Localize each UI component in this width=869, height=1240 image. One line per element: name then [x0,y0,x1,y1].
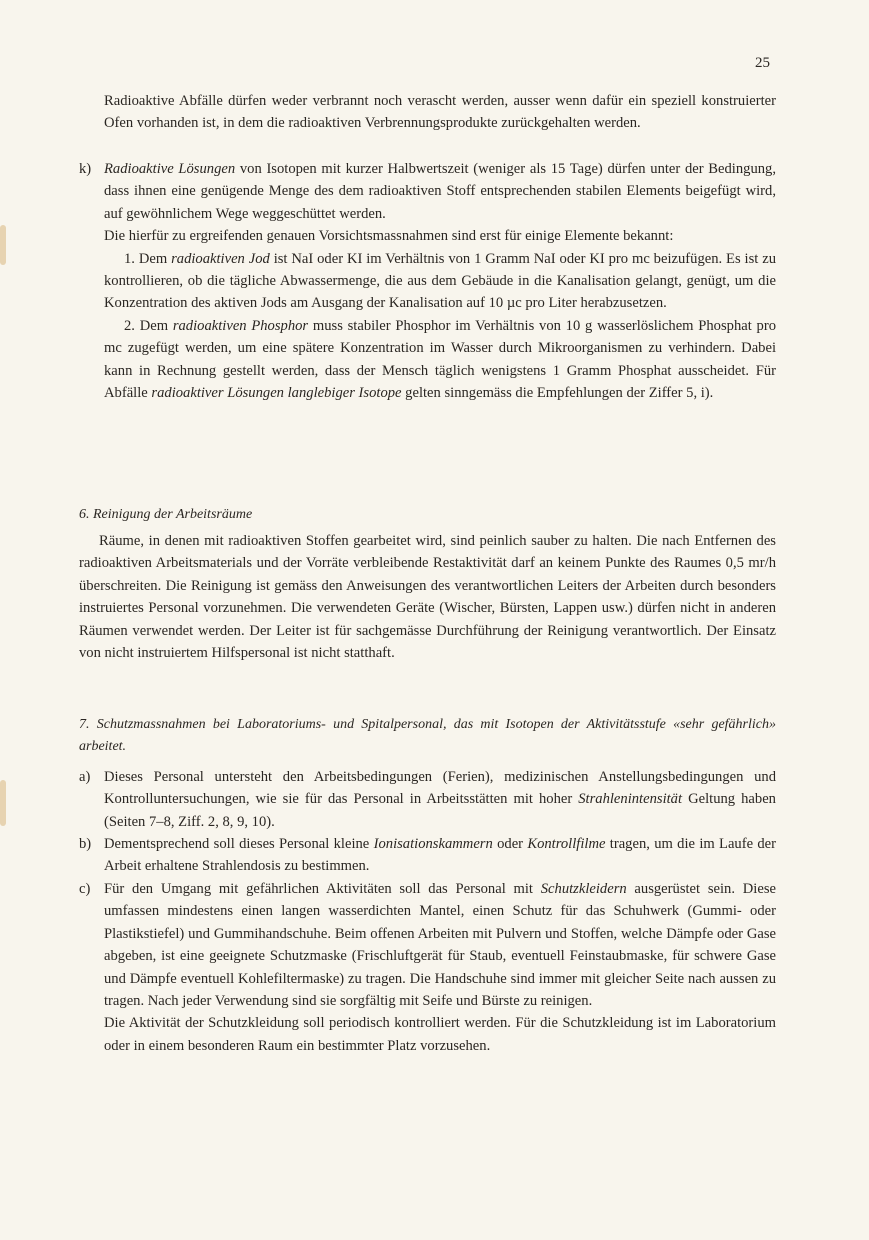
section-7-heading: 7. Schutzmassnahmen bei Laboratoriums- und Spitalpersonal, das mit Isotopen der Aktivitätsstufe «sehr gefährlich» arbeitet. [79,717,776,755]
scan-mark-top [0,225,6,265]
item-c-term: Schutzkleidern [540,881,627,897]
item-c-3: ausgerüstet sein. Diese umfassen mindestens einen langen wasserdichten Mantel, einen Schutz für das Schuhwerk (Gummi- oder Plastikstiefel) und Gummihandschuhe. Beim offenen Arbeiten mit Pulvern und Stoffen, welche Dämpfe oder Gase abgeben, ist eine geeignete Schutzmaske (Frischluftgerät für Staub, eventuell Feinstaubmaske, für schwere Gase und Dämpfe eventuell Kohlefiltermaske) zu tragen. Die Handschuhe sind immer mit gleicher Seite nach aussen zu tragen. Nach jeder Verwendung sind sie sorgfältig mit Seife und Bürste zu reinigen. [104,881,776,1010]
item-b-5: tragen, um die im Laufe der Arbeit erhaltene Strahlendosis zu bestimmen. [104,836,777,875]
item-k-term: Radioaktive Lösungen [104,161,236,177]
item-k-body: von Isotopen mit kurzer Halbwertszeit (weniger als 15 Tage) dürfen unter der Bedingung, dass ihnen eine genügende Menge des dem radioaktiven Stoff entsprechenden stabilen Elements beigefügt wird, auf gewöhnlichem Wege weggeschüttet werden. [104,161,776,222]
item-k-text [104,158,776,225]
item-k-1-term: radioaktiven Jod [171,250,270,267]
item-k-2-term: radioaktiven Phosphor [172,317,309,334]
item-k-2-a: 2. Dem [124,317,173,334]
item-a-1: Dieses Personal untersteht den Arbeitsbedingungen (Ferien), medizinischen Anstellungsbedingungen und Kontrolluntersuchungen, wie sie für das Personal in Arbeitsstätten mit hoher [104,769,776,808]
item-c-label: c) [79,881,91,897]
item-c-note: Die Aktivität der Schutzkleidung soll periodisch kontrolliert werden. Für die Schutzkleidung ist im Laboratorium oder in einem besonderen Raum ein bestimmter Platz vorzusehen. [104,1015,776,1054]
scan-mark-bottom [0,780,6,826]
item-c-1: Für den Umgang mit gefährlichen Aktivitäten soll das Personal mit [104,881,541,897]
item-b-term2: Kontrollfilme [527,836,606,852]
item-a-label: a) [79,769,91,785]
item-c [104,878,776,1057]
item-k-2-term2: radioaktiver Lösungen langlebiger Isotope [151,385,402,402]
item-a-3: Geltung haben (Seiten 7–8, Ziff. 2, 8, 9, 10). [104,791,776,830]
item-a [104,766,776,833]
item-b [104,833,776,878]
item-b-3: oder [492,836,528,852]
intro-paragraph [104,90,776,135]
item-k-2-end: gelten sinngemäss die Empfehlungen der Ziffer 5, i). [401,385,714,402]
item-k-1-body: ist NaI oder KI im Verhältnis von 1 Gramm NaI oder KI pro mc beizufügen. Es ist zu kontrollieren, ob die tägliche Abwassermenge, die aus dem Gebäude in die Kanalisation gelangt, genügt, um die Konzentration des aktiven Jods am Ausgang der Kanalisation auf 10 µc pro Liter herabzusetzen. [104,250,776,312]
item-b-term1: Ionisationskammern [373,836,493,852]
item-c-text [104,878,776,1012]
section-6-text: Räume, in denen mit radioaktiven Stoffen gearbeitet wird, sind peinlich sauber zu halten. Die nach Entfernen des radioaktiven Arbeitsmaterials und der Vorräte verbleibende Restaktivität darf an keinem Punkte des Raumes 0,5 mr/h überschreiten. Die Reinigung ist gemäss den Anweisungen des verantwortlichen Leiters der Arbeiten durch besonders instruiertes Personal vorzunehmen. Die verwendeten Geräte (Wischer, Bürsten, Lappen usw.) dürfen nicht in anderen Räumen verwendet werden. Der Leiter ist für sachgemässe Durchführung der Reinigung verantwortlich. Der Einsatz von nicht instruiertem Hilfspersonal ist nicht statthaft. [79,533,776,662]
item-b-1: Dementsprechend soll dieses Personal kleine [104,836,374,852]
item-k-2-body: muss stabiler Phosphor im Verhältnis von 10 g wasserlöslichem Phosphat pro mc zugefügt werden, um eine spätere Konzentration im Wasser durch Mikroorganismen zu verhindern. Dabei kann in Rechnung gestellt werden, dass der Mensch täglich wenigstens 1 Gramm Phosphat ausscheidet. Für Abfälle [104,317,776,402]
item-a-term: Strahlenintensität [578,791,683,808]
section-6-heading: 6. Reinigung der Arbeitsräume [79,507,253,522]
item-k-1 [104,248,776,315]
item-k-label: k) [79,161,92,177]
item-k [104,158,776,404]
page-number: 25 [755,55,770,71]
item-b-text [104,833,776,878]
item-k-2 [104,315,776,405]
item-a-text [104,766,776,833]
item-k-note: Die hierfür zu ergreifenden genauen Vorsichtsmassnahmen sind erst für einige Elemente bekannt: [104,228,674,245]
intro-text: Radioaktive Abfälle dürfen weder verbrannt noch verascht werden, ausser wenn dafür ein speziell konstruierter Ofen vorhanden ist, in dem die radioaktiven Verbrennungsprodukte zurückgehalten werden. [104,93,776,132]
item-b-label: b) [79,836,92,852]
item-k-1-a: 1. Dem [124,250,172,267]
